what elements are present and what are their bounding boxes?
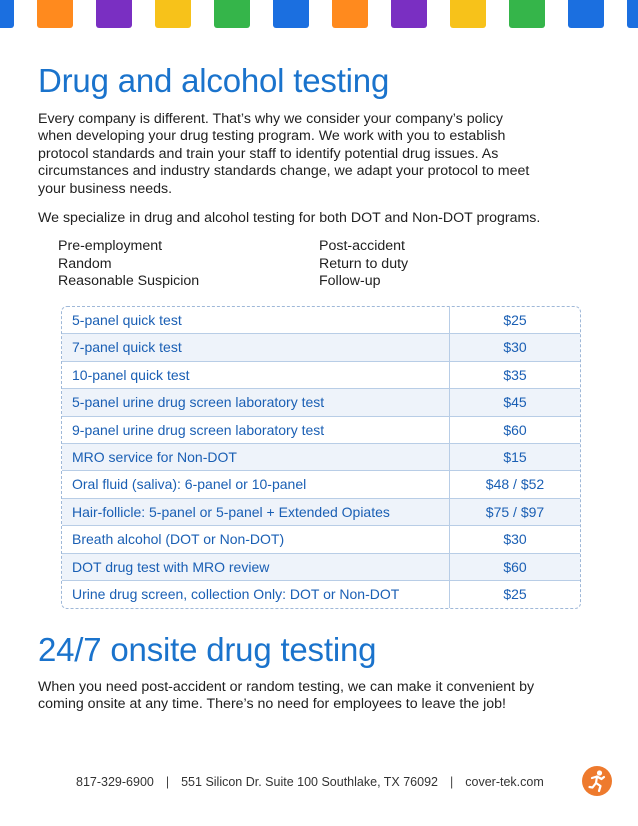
program-item: Reasonable Suspicion xyxy=(58,273,200,290)
intro-line: protocol standards and train your staff to identify potential drug issues. As xyxy=(38,145,499,162)
intro-line: your business needs. xyxy=(38,180,173,197)
footer-address: 551 Silicon Dr. Suite 100 Southlake, TX 76092 xyxy=(181,775,438,789)
program-item: Follow-up xyxy=(319,273,381,290)
table-row xyxy=(62,499,580,526)
section-title-onsite: 24/7 onsite drug testing xyxy=(38,631,377,668)
test-price: $15 xyxy=(503,448,527,465)
test-name: Urine drug screen, collection Only: DOT or Non-DOT xyxy=(62,581,450,608)
footer-website: cover-tek.com xyxy=(465,775,544,789)
test-price: $48 / $52 xyxy=(485,476,545,493)
color-block xyxy=(155,0,191,28)
intro-line: circumstances and industry standards change, we adapt your protocol to meet xyxy=(38,163,530,180)
program-item: Post-accident xyxy=(319,238,405,254)
test-name: MRO service for Non-DOT xyxy=(62,444,450,470)
table-row xyxy=(62,417,580,444)
test-price: $30 xyxy=(503,339,527,356)
test-name: Breath alcohol (DOT or Non-DOT) xyxy=(62,526,450,552)
footer-separator: | xyxy=(165,775,170,789)
table-row xyxy=(62,554,580,581)
table-row xyxy=(62,389,580,416)
color-block xyxy=(332,0,368,28)
test-price: $25 xyxy=(503,312,527,328)
test-price: $30 xyxy=(503,531,527,548)
runner-logo-glyph xyxy=(582,766,612,796)
table-row xyxy=(62,581,580,608)
program-item: Random xyxy=(58,255,112,272)
color-block xyxy=(214,0,250,28)
test-name: 10-panel quick test xyxy=(62,362,450,388)
test-name: 9-panel urine drug screen laboratory test xyxy=(62,417,450,443)
color-strip xyxy=(0,0,638,28)
color-block xyxy=(568,0,604,28)
test-price: $75 / $97 xyxy=(485,503,545,520)
color-block xyxy=(509,0,545,28)
footer-phone: 817-329-6900 xyxy=(76,775,154,789)
footer-separator: | xyxy=(450,775,454,789)
table-row xyxy=(62,334,580,361)
test-name: 5-panel quick test xyxy=(62,307,450,333)
test-price: $60 xyxy=(503,558,527,575)
onsite-paragraph xyxy=(38,679,598,714)
color-block xyxy=(391,0,427,28)
test-price: $25 xyxy=(503,585,527,602)
page-title: Drug and alcohol testing xyxy=(38,62,390,99)
program-list-right xyxy=(319,238,408,291)
runner-logo-icon xyxy=(582,766,612,796)
color-block xyxy=(37,0,73,28)
footer xyxy=(76,775,544,789)
color-block xyxy=(96,0,132,28)
test-name: Oral fluid (saliva): 6-panel or 10-panel xyxy=(62,471,450,497)
color-block xyxy=(0,0,14,28)
test-name: 5-panel urine drug screen laboratory test xyxy=(62,389,450,415)
color-block xyxy=(273,0,309,28)
intro-line: Every company is different. That’s why we consider your company’s policy xyxy=(38,111,503,127)
test-name: DOT drug test with MRO review xyxy=(62,554,450,580)
test-name: Hair-follicle: 5-panel or 5-panel + Extended Opiates xyxy=(62,499,450,525)
table-row xyxy=(62,471,580,498)
specialize-paragraph: We specialize in drug and alcohol testing for both DOT and Non-DOT programs. xyxy=(38,210,541,226)
table-row xyxy=(62,362,580,389)
color-block xyxy=(627,0,638,28)
onsite-line: When you need post-accident or random testing, we can make it convenient by xyxy=(38,679,535,695)
table-row xyxy=(62,444,580,471)
price-table xyxy=(61,306,581,609)
intro-paragraph xyxy=(38,111,598,198)
table-row xyxy=(62,526,580,553)
intro-line: when developing your drug testing program. We work with you to establish xyxy=(38,128,506,145)
color-block xyxy=(450,0,486,28)
test-price: $45 xyxy=(503,394,527,411)
program-list-left xyxy=(58,238,199,291)
onsite-line: coming onsite at any time. There’s no need for employees to leave the job! xyxy=(38,696,506,713)
program-item: Pre-employment xyxy=(58,238,163,254)
test-name: 7-panel quick test xyxy=(62,334,450,360)
test-price: $60 xyxy=(503,421,527,438)
test-price: $35 xyxy=(503,366,527,383)
table-row xyxy=(62,307,580,334)
program-item: Return to duty xyxy=(319,255,409,272)
